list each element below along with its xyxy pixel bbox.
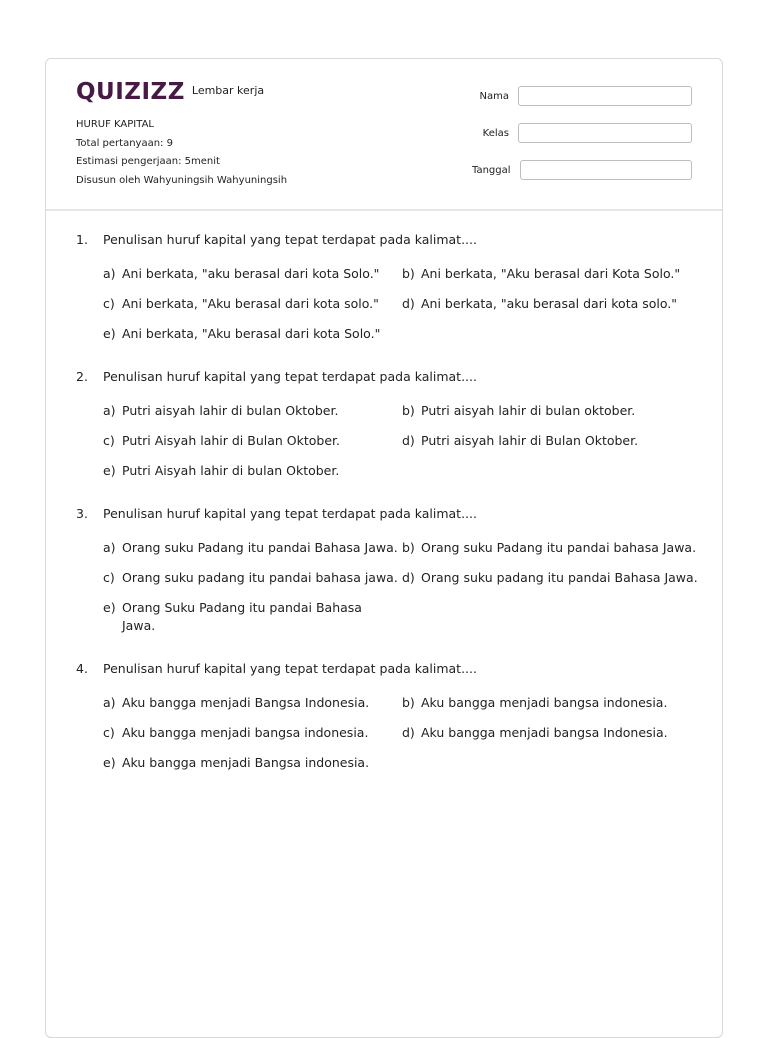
option-letter: a) bbox=[103, 540, 116, 555]
date-row bbox=[472, 159, 692, 181]
option-letter: b) bbox=[402, 695, 415, 710]
option-item[interactable] bbox=[402, 432, 702, 450]
option-item[interactable] bbox=[103, 402, 402, 420]
question-text-row bbox=[76, 505, 716, 523]
option-text: Orang Suku Padang itu pandai Bahasa Jawa. bbox=[122, 600, 362, 633]
option-item[interactable] bbox=[402, 295, 702, 313]
name-field[interactable] bbox=[518, 86, 692, 106]
option-letter: c) bbox=[103, 570, 115, 585]
option-grid bbox=[103, 539, 716, 635]
option-letter: b) bbox=[402, 266, 415, 281]
option-grid bbox=[103, 694, 716, 772]
class-row bbox=[472, 122, 692, 144]
question-text-row bbox=[76, 660, 716, 678]
question-number: 3. bbox=[76, 506, 88, 521]
option-grid bbox=[103, 265, 716, 343]
option-letter: d) bbox=[402, 296, 415, 311]
option-text: Ani berkata, "aku berasal dari kota Solo." bbox=[122, 266, 380, 281]
class-field[interactable] bbox=[518, 123, 692, 143]
author: Disusun oleh Wahyuningsih Wahyuningsih bbox=[76, 174, 288, 186]
option-item[interactable] bbox=[103, 754, 402, 772]
question-item bbox=[76, 368, 716, 480]
option-text: Aku bangga menjadi Bangsa Indonesia. bbox=[122, 695, 370, 710]
option-letter: e) bbox=[103, 326, 116, 341]
name-label: Nama bbox=[479, 90, 509, 102]
total-questions: Total pertanyaan: 9 bbox=[76, 137, 173, 149]
time-estimate: Estimasi pengerjaan: 5menit bbox=[76, 156, 220, 167]
question-text: Penulisan huruf kapital yang tepat terdapat pada kalimat.... bbox=[103, 506, 477, 521]
question-text-row bbox=[76, 368, 716, 386]
option-text: Orang suku Padang itu pandai bahasa Jawa. bbox=[421, 540, 697, 555]
worksheet bbox=[45, 58, 723, 1038]
worksheet-subtitle: Lembar kerja bbox=[191, 84, 265, 97]
question-item bbox=[76, 231, 716, 343]
option-item[interactable] bbox=[402, 265, 702, 283]
option-letter: c) bbox=[103, 296, 115, 311]
option-item[interactable] bbox=[103, 265, 402, 283]
option-item[interactable] bbox=[103, 569, 402, 587]
quizizz-logo: QUIZIZZ bbox=[76, 79, 185, 105]
question-text: Penulisan huruf kapital yang tepat terdapat pada kalimat.... bbox=[103, 369, 477, 384]
option-text: Ani berkata, "aku berasal dari kota solo." bbox=[421, 296, 678, 311]
option-text: Putri aisyah lahir di Bulan Oktober. bbox=[421, 433, 639, 448]
question-item bbox=[76, 505, 716, 635]
question-item bbox=[76, 660, 716, 772]
name-row bbox=[472, 85, 692, 107]
option-text: Aku bangga menjadi bangsa indonesia. bbox=[421, 695, 668, 710]
worksheet-title: HURUF KAPITAL bbox=[76, 119, 154, 130]
option-item[interactable] bbox=[402, 724, 702, 742]
option-text: Ani berkata, "Aku berasal dari kota Solo." bbox=[122, 326, 381, 341]
date-label: Tanggal bbox=[472, 164, 511, 176]
option-letter: d) bbox=[402, 570, 415, 585]
option-text: Aku bangga menjadi bangsa indonesia. bbox=[122, 725, 369, 740]
date-field[interactable] bbox=[520, 160, 692, 180]
option-letter: a) bbox=[103, 403, 116, 418]
brand bbox=[76, 81, 264, 104]
option-letter: e) bbox=[103, 755, 116, 770]
question-number: 4. bbox=[76, 661, 88, 676]
option-item[interactable] bbox=[402, 539, 702, 557]
question-text-row bbox=[76, 231, 716, 249]
option-text: Putri aisyah lahir di bulan Oktober. bbox=[122, 403, 339, 418]
option-letter: e) bbox=[103, 463, 116, 478]
option-text: Putri Aisyah lahir di Bulan Oktober. bbox=[122, 433, 340, 448]
option-text: Ani berkata, "Aku berasal dari Kota Solo." bbox=[421, 266, 681, 281]
worksheet-header bbox=[46, 59, 722, 211]
option-item[interactable] bbox=[402, 569, 702, 587]
option-item[interactable] bbox=[103, 462, 402, 480]
worksheet-meta bbox=[76, 116, 287, 190]
option-grid bbox=[103, 402, 716, 480]
option-text: Aku bangga menjadi Bangsa indonesia. bbox=[122, 755, 370, 770]
question-text: Penulisan huruf kapital yang tepat terdapat pada kalimat.... bbox=[103, 232, 477, 247]
option-item[interactable] bbox=[402, 694, 702, 712]
option-letter: b) bbox=[402, 403, 415, 418]
option-text: Putri Aisyah lahir di bulan Oktober. bbox=[122, 463, 340, 478]
option-item[interactable] bbox=[103, 599, 363, 635]
question-number: 2. bbox=[76, 369, 88, 384]
option-item[interactable] bbox=[103, 724, 402, 742]
option-item[interactable] bbox=[103, 694, 402, 712]
question-number: 1. bbox=[76, 232, 88, 247]
option-letter: a) bbox=[103, 266, 116, 281]
option-text: Ani berkata, "Aku berasal dari kota solo." bbox=[122, 296, 379, 311]
option-text: Putri aisyah lahir di bulan oktober. bbox=[421, 403, 636, 418]
option-text: Orang suku padang itu pandai Bahasa Jawa. bbox=[421, 570, 698, 585]
option-letter: e) bbox=[103, 600, 116, 615]
student-fields bbox=[472, 85, 692, 196]
option-letter: d) bbox=[402, 433, 415, 448]
option-item[interactable] bbox=[103, 432, 402, 450]
option-item[interactable] bbox=[402, 402, 702, 420]
option-item[interactable] bbox=[103, 539, 402, 557]
option-letter: a) bbox=[103, 695, 116, 710]
question-list bbox=[76, 231, 716, 797]
option-letter: c) bbox=[103, 433, 115, 448]
question-text: Penulisan huruf kapital yang tepat terdapat pada kalimat.... bbox=[103, 661, 477, 676]
option-text: Orang suku padang itu pandai bahasa jawa. bbox=[122, 570, 398, 585]
class-label: Kelas bbox=[482, 127, 509, 139]
option-letter: c) bbox=[103, 725, 115, 740]
option-text: Aku bangga menjadi bangsa Indonesia. bbox=[421, 725, 668, 740]
option-text: Orang suku Padang itu pandai Bahasa Jawa. bbox=[122, 540, 398, 555]
option-item[interactable] bbox=[103, 295, 402, 313]
option-letter: b) bbox=[402, 540, 415, 555]
option-item[interactable] bbox=[103, 325, 402, 343]
option-letter: d) bbox=[402, 725, 415, 740]
